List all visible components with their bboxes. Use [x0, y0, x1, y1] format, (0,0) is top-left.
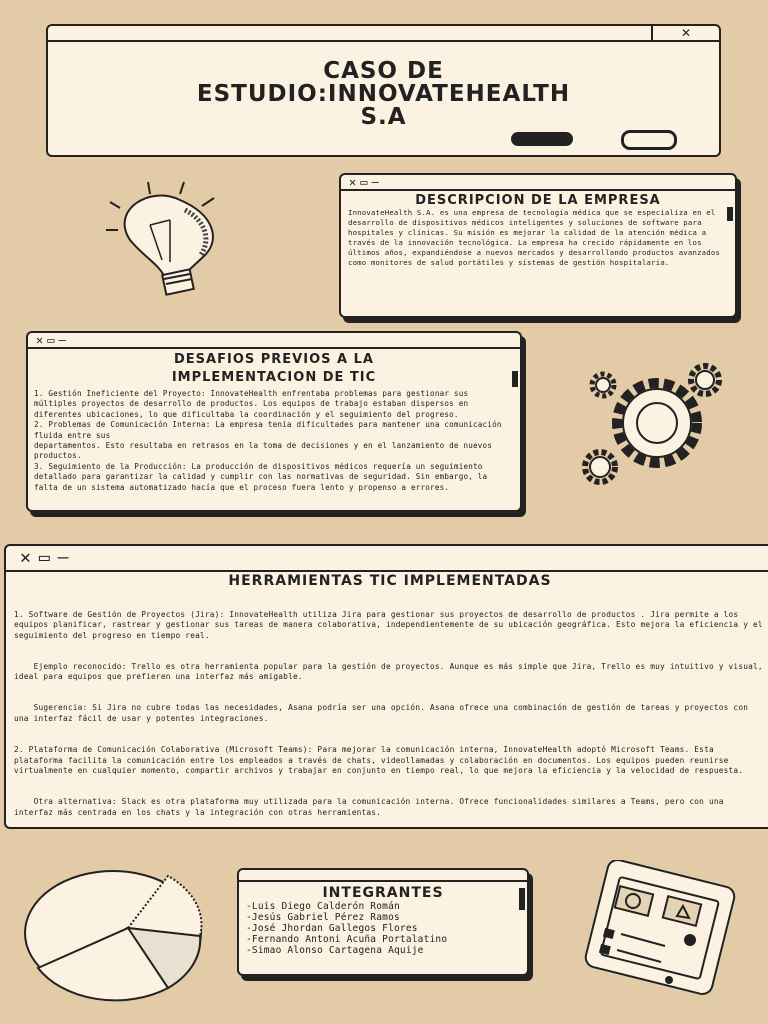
list-item: -Luis Diego Calderón Román [246, 901, 400, 912]
title-line-2: ESTUDIO:INNOVATEHEALTH [196, 81, 571, 107]
title-line-3: S.A [360, 104, 407, 130]
desafios-titlebar [28, 333, 520, 349]
herramienta-teams: 2. Plataforma de Comunicación Colaborativa (Microsoft Teams): Para mejorar la comunicación interna, InnovateHealth adoptó Microsoft Teams. Esta plataforma facilita la comunicación entre los empleados a través de chats, videollamadas y colaboración en documentos. Los equipos pueden reunirse virtualmente en cualquier momento, compartir archivos y trabajar en conjunto en tiempo real, lo que mejora la eficiencia y la velocidad de respuesta. [14, 745, 744, 775]
integrantes-title: INTEGRANTES [322, 885, 444, 901]
desafios-window [26, 331, 522, 512]
herramientas-title: HERRAMIENTAS TIC IMPLEMENTADAS [228, 573, 552, 589]
desafios-title [28, 351, 520, 387]
window-controls-icon[interactable]: ✕▭— [349, 175, 383, 189]
window-controls-icon[interactable]: ✕▭— [36, 333, 70, 347]
desafios-title-line-1: DESAFIOS PREVIOS A LA [174, 352, 374, 367]
descripcion-text: InnovateHealth S.A. es una empresa de tecnología médica que se especializa en el desarrollo de dispositivos médicos inteligentes y soluciones de software para hospitales y clínicas. Su misión es mejorar la calidad de la atención médica a través de la innovación tecnológica. La empresa ha crecido rápidamente en los últimos años, expandiéndose a nuevos mercados y desarrollando productos avanzados como monitores de salud portátiles y sistemas de gestión hospitalaria. [348, 208, 721, 267]
integrantes-list [239, 901, 527, 956]
list-item: -Jesús Gabriel Pérez Ramos [246, 912, 400, 923]
herramienta-asana: Sugerencia: Si Jira no cubre todas las necesidades, Asana podría ser una opción. Asana ofrece una combinación de gestión de tareas y proyectos con una interfaz fácil de usar y potentes integraciones. [14, 703, 754, 723]
title-line-1: CASO DE [323, 58, 444, 84]
herramienta-slack: Otra alternativa: Slack es otra plataforma muy utilizada para la comunicación interna. Ofrece funcionalidades similares a Teams, pero con una interfaz más centrada en los chats y la integración con otras herramientas. [14, 797, 729, 817]
integrantes-window [237, 868, 529, 976]
desafio-2b: departamentos. Esto resultaba en retrasos en la toma de decisiones y en el lanzamiento de nuevos productos. [34, 441, 493, 461]
page-title [48, 60, 719, 129]
list-item: -Fernando Antoni Acuña Portalatino [246, 934, 448, 945]
descripcion-window [339, 173, 737, 318]
herramientas-titlebar [6, 546, 768, 572]
light-bulb-icon [90, 180, 250, 300]
desafio-2: 2. Problemas de Comunicación Interna: La empresa tenía dificultades para mantener una comunicación fluida entre sus [34, 420, 502, 440]
pie-chart-icon [18, 858, 208, 1008]
desafios-title-line-2: IMPLEMENTACION DE TIC [171, 370, 377, 385]
tablet-icon [565, 860, 755, 1010]
list-item: -Simao Alonso Cartagena Aquije [246, 945, 424, 956]
toggle-outline-icon[interactable] [621, 130, 677, 150]
herramientas-window [4, 544, 768, 829]
hero-window [46, 24, 721, 157]
window-controls-icon[interactable]: ✕▭— [20, 547, 77, 568]
herramienta-trello: Ejemplo reconocido: Trello es otra herramienta popular para la gestión de proyectos. Aunque es más simple que Jira, Trello es muy intuitivo y visual, ideal para equipos que prefieren una interfaz más amigable. [14, 661, 768, 682]
scrollbar[interactable] [727, 207, 733, 221]
hero-titlebar [48, 26, 719, 42]
scrollbar[interactable] [519, 888, 525, 910]
integrantes-titlebar [239, 870, 527, 882]
desafio-1: 1. Gestión Ineficiente del Proyecto: InnovateHealth enfrentaba problemas para gestionar sus múltiples proyectos de desarrollo de productos. Los equipos de trabajo estaban dispersos en diferentes ubicaciones, lo que dificultaba la coordinación y el seguimiento del progreso. [34, 389, 469, 419]
scrollbar[interactable] [512, 371, 518, 387]
close-icon[interactable]: ✕ [651, 26, 719, 40]
gears-icon [565, 355, 745, 495]
herramientas-text [6, 589, 768, 829]
list-item: -José Jhordan Gallegos Flores [246, 923, 418, 934]
desafios-text [28, 387, 520, 493]
desafio-3: 3. Seguimiento de la Producción: La producción de dispositivos médicos requería un seguimiento detallado para garantizar la calidad y cumplir con las normativas de seguridad. Sin embargo, la falta de un sistema automatizado hacía que el proceso fuera lento y propenso a errores. [34, 461, 488, 492]
toggle-filled-icon[interactable] [511, 132, 573, 146]
herramienta-jira: 1. Software de Gestión de Proyectos (Jira): InnovateHealth utiliza Jira para gestionar sus proyectos de desarrollo de productos . Jira permite a los equipos planificar, rastrear y gestionar sus tareas de manera colaborativa, independientemente de su ubicación geográfica. Esto mejora la eficiencia y el seguimiento del progreso en tiempo real. [14, 609, 768, 640]
descripcion-title: DESCRIPCION DE LA EMPRESA [415, 193, 661, 208]
descripcion-titlebar [341, 175, 735, 191]
